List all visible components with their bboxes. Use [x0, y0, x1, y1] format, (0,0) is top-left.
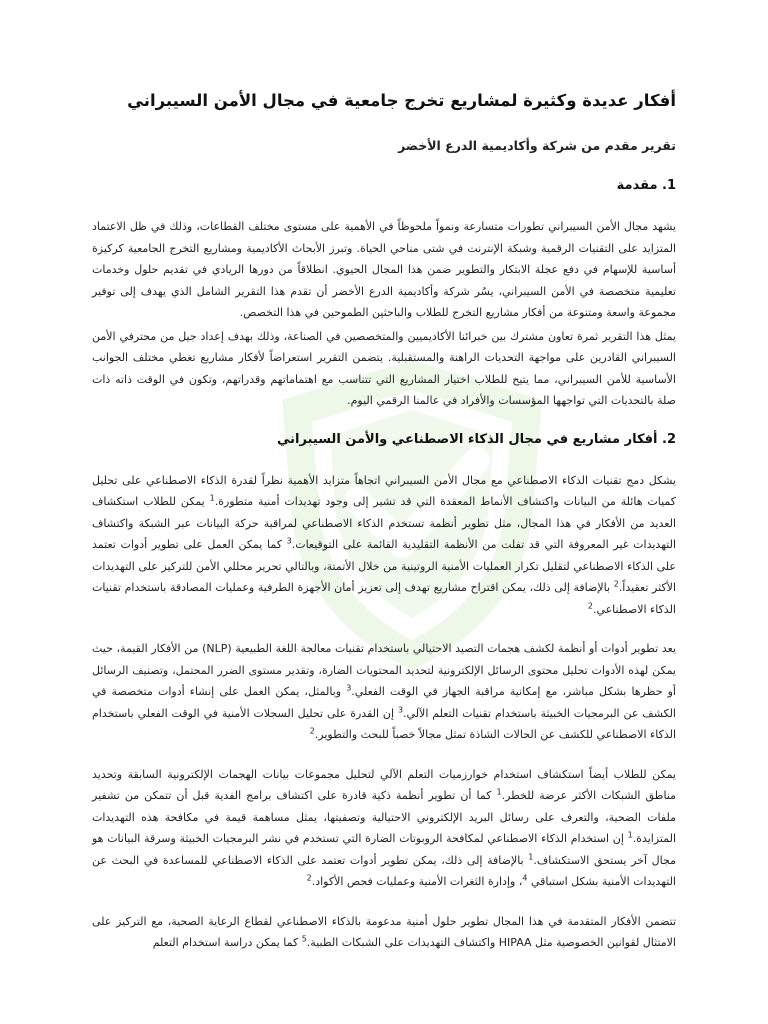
- ai-paragraph-1-text: يشكل دمج تقنيات الذكاء الاصطناعي مع مجال الأمن السيبراني اتجاهاً متزايد الأهمية نظراً لقدرة الذكاء الاصطناعي على تحليل كميات هائلة من البيانات واكتشاف الأنماط المعقدة التي قد تشير إلى وجود تهديدات أمنية متطورة.: [92, 473, 676, 508]
- ai-paragraph-4: [92, 911, 676, 954]
- citation-ref: 5: [301, 934, 307, 944]
- citation-ref: 1: [528, 851, 534, 861]
- document-body: [92, 88, 676, 972]
- citation-ref: 2: [587, 600, 593, 610]
- ai-paragraph-2-text: إن القدرة على تحليل السجلات الأمنية في الوقت الفعلي باستخدام الذكاء الاصطناعي للكشف عن الحالات الشاذة تمثل مجالاً خصباً للبحث والتطوير.: [92, 706, 676, 741]
- ai-paragraph-1-text: يمكن للطلاب استكشاف العديد من الأفكار في هذا المجال، مثل تطوير أنظمة تستخدم الذكاء الاصطناعي لمراقبة حركة البيانات عبر الشبكة واكتشاف التهديدات غير المعروفة التي قد تفلت من الأنظمة التقليدية القائمة على التوقيعات.: [92, 495, 676, 551]
- ai-paragraph-3-text: إن استخدام الذكاء الاصطناعي لمكافحة الروبوتات الضارة التي تستخدم في نشر البرمجيات الخبيثة وسرقة البيانات هو مجال آخر يستحق الاستكشاف.: [92, 832, 676, 867]
- ai-paragraph-3-text: يمكن للطلاب أيضاً استكشاف استخدام خوارزميات التعلم الآلي لتحليل مجموعات بيانات الهجمات الإلكترونية السابقة وتحديد مناطق الشبكات الأكثر عرضة للخطر.: [92, 767, 677, 802]
- citation-ref: 2: [309, 726, 315, 736]
- document-subtitle: تقرير مقدم من شركة وأكاديمية الدرع الأخضر: [398, 138, 676, 153]
- citation-ref: 3: [397, 704, 404, 714]
- citation-ref: 2: [613, 579, 619, 589]
- citation-ref: 2: [306, 873, 312, 883]
- ai-paragraph-3-text: بالإضافة إلى ذلك، يمكن تطوير أدوات تعتمد على الذكاء الاصطناعي للمساعدة في البحث عن التهديدات الأمنية بشكل استباقي: [92, 853, 676, 888]
- ai-paragraph-1-text: بالإضافة إلى ذلك، يمكن اقتراح مشاريع تهدف إلى تعزيز أمان الأجهزة الطرفية وعمليات المصادقة باستخدام تقنيات الذكاء الاصطناعي.: [92, 581, 676, 616]
- ai-paragraph-2: [92, 638, 676, 746]
- ai-paragraph-1: [92, 470, 676, 621]
- citation-ref: 3: [286, 536, 292, 546]
- ai-paragraph-3-text: ، وإدارة الثغرات الأمنية وعمليات فحص الأكواد.: [311, 875, 523, 888]
- ai-paragraph-3: [92, 764, 676, 893]
- intro-paragraph-2: يمثل هذا التقرير ثمرة تعاون مشترك بين خبرائنا الأكاديميين والمتخصصين في الصناعة، وذلك بهدف إعداد جيل من محترفي الأمن السيبراني القادرين على مواجهة التحديات الراهنة والمستقبلية. يتضمن التقرير استعراضاً لأفكار مشاريع تغطي مختلف الجوانب الأساسية للأمن السيبراني، مما يتيح للطلاب اختيار المشاريع التي تتناسب مع اهتماماتهم وقدراتهم، وتكون في الوقت ذاته ذات صلة بالتحديات التي تواجهها المؤسسات والأفراد في عالمنا الرقمي اليوم.: [92, 329, 676, 407]
- ai-paragraph-2-text: يعد تطوير أدوات أو أنظمة لكشف هجمات التصيد الاحتيالي باستخدام تقنيات معالجة اللغة الطبيعية (NLP) من الأفكار القيمة، حيث يمكن لهذه الأدوات تحليل محتوى الرسائل الإلكترونية لتحديد المحتويات الضارة، وتقدير مستوى الضرر المحتمل، وتصنيف الرسائل أو حظرها بشكل مباشر، مع إمكانية مراقبة الجهاز في الوقت الفعلي.: [92, 642, 676, 698]
- document-title: أفكار عديدة وكثيرة لمشاريع تخرج جامعية في مجال الأمن السيبراني: [127, 91, 676, 110]
- citation-ref: 3: [346, 683, 352, 693]
- intro-paragraph-1: يشهد مجال الأمن السيبراني تطورات متسارعة ونمواً ملحوظاً في الأهمية على مستوى مختلف القطاعات، وذلك في ظل الاعتماد المتزايد على التقنيات الرقمية وشبكة الإنترنت في شتى مناحي الحياة. وتبرز الأبحاث الأكاديمية ومشاريع التخرج الجامعية كركيزة أساسية للإسهام في دفع عجلة الابتكار والتطوير ضمن هذا المجال الحيوي. انطلاقاً من دورها الريادي في تقديم حلول وخدمات تعليمية متخصصة في الأمن السيبراني، يسُر شركة وأكاديمية الدرع الأخضر أن تقدم هذا التقرير الشامل الذي يهدف إلى توفير مجموعة واسعة ومتنوعة من أفكار مشاريع التخرج للطلاب والباحثين الطموحين في هذا التخصص.: [92, 220, 676, 319]
- citation-ref: 1: [496, 787, 502, 797]
- citation-ref: 4: [522, 873, 528, 883]
- ai-paragraph-1-text: كما يمكن العمل على تطوير أدوات تعتمد على الذكاء الاصطناعي لتقليل تكرار العمليات الأمنية الروتينية من خلال الأتمتة، وبالتالي تحرير محللي الأمن للتركيز على التهديدات الأكثر تعقيداً.: [92, 538, 676, 594]
- section-heading-introduction: 1. مقدمة: [616, 178, 676, 193]
- citation-ref: 1: [627, 830, 633, 840]
- ai-paragraph-4-text: تتضمن الأفكار المتقدمة في هذا المجال تطوير حلول أمنية مدعومة بالذكاء الاصطناعي لقطاع الرعاية الصحية، مع التركيز على الامتثال لقوانين الخصوصية مثل HIPAA واكتشاف التهديدات على الشبكات الطبية.: [92, 914, 676, 949]
- citation-ref: 1: [209, 493, 215, 503]
- ai-paragraph-2-text: وبالمثل، يمكن العمل على إنشاء أدوات متخصصة في الكشف عن البرمجيات الخبيثة باستخدام تقنيات التعلم الآلي.: [92, 685, 676, 720]
- section-heading-ai-projects: 2. أفكار مشاريع في مجال الذكاء الاصطناعي والأمن السيبراني: [277, 431, 676, 447]
- ai-paragraph-3-text: كما أن تطوير أنظمة ذكية قادرة على اكتشاف برامج الفدية قبل أن تتمكن من تشفير ملفات الضحية، والتعرف على رسائل البريد الإلكتروني الاحتيالية وتصفيتها، يمثل مساهمة قيمة في مكافحة هذه التهديدات المتزايدة.: [92, 789, 676, 845]
- ai-paragraph-4-text: كما يمكن دراسة استخدام التعلم: [152, 936, 302, 949]
